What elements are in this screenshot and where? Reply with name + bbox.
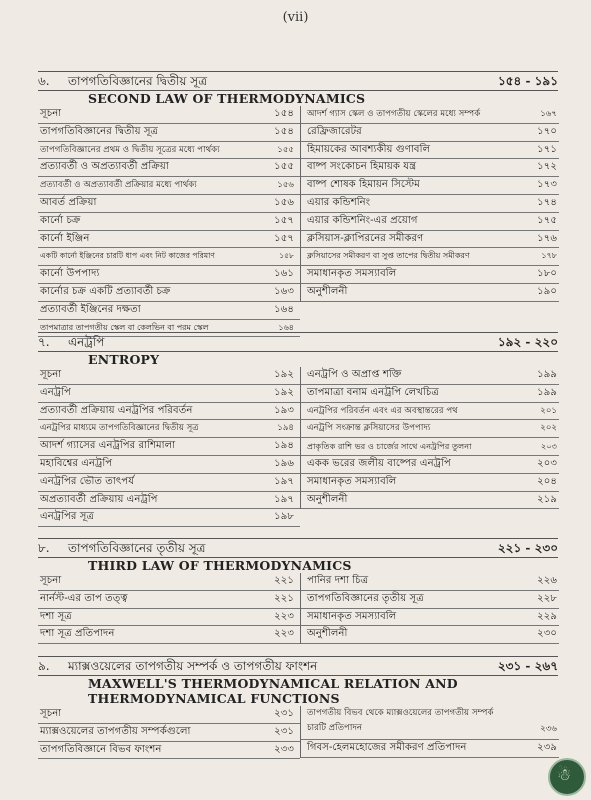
entry-page: ১৫৮: [279, 251, 294, 261]
entry-page: ১৬৩: [274, 285, 294, 297]
entry-title: সূচনা: [40, 369, 62, 380]
chapter-english-title: SECOND LAW OF THERMODYNAMICS: [88, 91, 366, 106]
toc-entry: [38, 385, 300, 403]
chapter-7: [38, 332, 558, 522]
entry-page: ১৮০: [537, 268, 557, 280]
toc-entry: [38, 266, 300, 284]
entry-page: ২০১: [540, 405, 557, 416]
toc-entry: [301, 177, 559, 195]
entry-title: এনট্রপি: [40, 386, 71, 398]
chapter-page-range: ২২১ - ২৩০: [497, 541, 558, 555]
entry-page: ২২১: [274, 575, 294, 586]
toc-left-column: [38, 573, 300, 644]
chapter-english-title: THIRD LAW OF THERMODYNAMICS: [88, 558, 352, 573]
toc-entry: [301, 609, 559, 627]
toc-entry: [38, 367, 300, 385]
entry-title: এয়ার কন্ডিশনিং-এর প্রয়োগ: [307, 214, 418, 226]
toc-entry: [38, 492, 300, 510]
entry-title: ক্লসিয়াস-ক্লাপিরনের সমীকরণ: [307, 232, 424, 244]
entry-page: ২২৩: [274, 610, 294, 622]
entry-title: পানির দশা চিত্র: [307, 575, 369, 586]
entry-page: ২৩৬: [540, 724, 557, 734]
chapter-number: ৬.: [38, 74, 50, 88]
toc-entry: [301, 706, 559, 740]
toc-right-column: [300, 706, 559, 758]
entry-title: সমাধানকৃত সমস্যাবলি: [307, 475, 397, 487]
toc-entry: [38, 177, 300, 195]
entry-title: একক ভরের জলীয় বাষ্পের এনট্রপি: [307, 457, 451, 469]
entry-page: ১৯৬: [274, 457, 294, 469]
entry-page: ২০২: [540, 423, 557, 434]
entry-page: ২২৮: [537, 592, 557, 604]
entry-page: ১৯২: [274, 386, 294, 398]
entry-page: ২২৬: [537, 575, 557, 586]
entry-page: ১৭০: [537, 125, 557, 137]
chapter-page-range: ২৩১ - ২৬৭: [497, 659, 558, 673]
toc-entry: [301, 142, 559, 160]
entry-page: ১৯৪: [274, 440, 294, 452]
toc-right-column: [300, 367, 559, 509]
toc-entry: [38, 284, 300, 302]
toc-entry: [38, 106, 300, 124]
entry-page: ১৯০: [537, 285, 557, 297]
chapter-english-title: ENTROPY: [88, 352, 160, 367]
toc-entry: [301, 438, 559, 456]
entry-title: এয়ার কন্ডিশনিং: [307, 196, 371, 208]
entry-page: ১৫৭: [274, 214, 294, 226]
entry-page: ১৭২: [537, 161, 557, 173]
entry-page: ১৭৪: [537, 196, 557, 208]
entry-title: দশা সূত্র: [40, 610, 72, 622]
toc-entry: [301, 403, 559, 421]
toc-right-column: [300, 573, 559, 644]
toc-entry: [301, 367, 559, 385]
toc-left-column: [38, 706, 300, 759]
entry-page: ১৫৭: [274, 232, 294, 244]
toc-entry: [38, 420, 300, 438]
chapter-header: [38, 332, 558, 352]
entry-page: ২৩৯: [537, 742, 557, 753]
entry-page: ২৩১: [274, 725, 294, 737]
toc-left-column: [38, 367, 300, 527]
toc-entry: [38, 742, 300, 760]
chapter-9: [38, 656, 558, 776]
chapter-title: এনট্রপি: [68, 335, 105, 349]
chapter-english-title: MAXWELL'S THERMODYNAMICAL RELATION AND THERMODYNAMICAL FUNCTIONS: [88, 676, 458, 706]
entry-title: একটি কার্নো ইঞ্জিনের চারটি ধাপ এবং নিট কাজের পরিমাণ: [40, 251, 215, 261]
entry-page: ২২৩: [274, 628, 294, 640]
entry-page: ১৯৪: [277, 423, 294, 434]
entry-page: ২০৪: [537, 475, 557, 487]
toc-entry: [301, 474, 559, 492]
toc-entry: [301, 456, 559, 474]
entry-title: আদর্শ গ্যাসের এনট্রপির রাশিমালা: [40, 440, 176, 452]
entry-title: এনট্রপির পরিবর্তন এবং এর অবস্থান্তরের পথ: [307, 405, 458, 416]
chapter-header: [38, 538, 558, 558]
toc-entry: [301, 740, 559, 758]
entry-title: প্রত্যাবর্তী ও অপ্রত্যাবর্তী প্রক্রিয়া: [40, 161, 169, 173]
entry-title: গিবস-হেলমহোজের সমীকরণ প্রতিপাদন: [307, 742, 467, 753]
chapter-title: তাপগতিবিজ্ঞানের দ্বিতীয় সূত্র: [68, 74, 208, 88]
entry-page: ১৬১: [274, 268, 294, 280]
entry-page: ১৯৭: [274, 493, 294, 505]
entry-page: ১৭৮: [541, 251, 557, 261]
entry-title: প্রাকৃতিক রাশি ভর ও চার্জের সাথে এনট্রপির তুলনা: [307, 441, 472, 452]
page-number: (vii): [282, 10, 309, 25]
toc-entry: [38, 509, 300, 527]
entry-title: তাপগতিবিজ্ঞানের দ্বিতীয় সূত্র: [40, 125, 159, 137]
entry-title: সূচনা: [40, 575, 62, 586]
entry-title: রেফ্রিজারেটর: [307, 125, 362, 137]
entry-page: ১৭১: [537, 143, 557, 155]
entry-page: ২১৯: [537, 493, 557, 505]
toc-entry: [38, 438, 300, 456]
entry-title: অনুশীলনী: [307, 493, 348, 505]
entry-title: নার্নস্ট-এর তাপ তত্ত্ব: [40, 592, 128, 604]
entry-title: সূচনা: [40, 108, 62, 119]
entry-title: কার্নো চক্র: [40, 214, 81, 226]
entry-page: ১৭৫: [537, 214, 557, 226]
toc-entry: [301, 626, 559, 644]
entry-title: এনট্রপির সূত্র: [40, 511, 94, 523]
toc-entry: [301, 420, 559, 438]
toc-entry: [301, 385, 559, 403]
entry-page: ২০৩: [537, 457, 557, 469]
entry-title: তাপমাত্রা বনাম এনট্রপি লেখচিত্র: [307, 386, 439, 398]
entry-page: ১৯৭: [274, 475, 294, 487]
toc-entry: [301, 284, 559, 302]
entry-page: ১৬৭: [540, 109, 557, 119]
chapter-title: তাপগতিবিজ্ঞানের তৃতীয় সূত্র: [68, 541, 206, 555]
entry-title: কার্নোর চক্র একটি প্রত্যাবর্তী চক্র: [40, 285, 171, 297]
toc-entry: [38, 159, 300, 177]
entry-title: কার্নো উপপাদ্য: [40, 268, 100, 280]
entry-title: প্রত্যাবর্তী ও অপ্রত্যাবর্তী প্রক্রিয়ার মধ্যে পার্থক্য: [40, 180, 197, 191]
entry-page: ২২১: [274, 592, 294, 604]
entry-title: এনট্রপির মাধ্যমে তাপগতিবিজ্ঞানের দ্বিতীয় সূত্র: [40, 423, 199, 434]
publisher-logo: [548, 758, 586, 796]
entry-title: আবর্ত প্রক্রিয়া: [40, 196, 97, 208]
entry-title: বাষ্প শোষক হিমায়ন সিস্টেম: [307, 179, 420, 191]
entry-page: ১৫৪: [274, 125, 294, 137]
toc-left-column: [38, 106, 300, 337]
entry-title: সমাধানকৃত সমস্যাবলি: [307, 268, 397, 280]
entry-page: ১৫৬: [277, 180, 294, 191]
entry-title: এনট্রপি সংক্রান্ত ক্লসিয়াসের উপপাদ্য: [307, 423, 431, 434]
toc-entry: [38, 248, 300, 266]
chapter-6: [38, 71, 558, 330]
entry-title: অনুশীলনী: [307, 628, 348, 640]
toc-entry: [38, 142, 300, 160]
entry-page: ২৩০: [537, 628, 557, 640]
toc-entry: [38, 474, 300, 492]
entry-title: প্রত্যাবর্তী ইঞ্জিনের দক্ষতা: [40, 303, 141, 315]
toc-entry: [38, 213, 300, 231]
entry-page: ১৭৬: [537, 232, 557, 244]
entry-title: ক্লসিয়াসের সমীকরণ বা সুপ্ত তাপের দ্বিতীয় সমীকরণ: [307, 251, 470, 261]
chapter-number: ৮.: [38, 541, 50, 555]
chapter-header: [38, 71, 558, 91]
entry-page: ১৬৪: [278, 322, 294, 332]
entry-title: কার্নো ইঞ্জিন: [40, 232, 90, 244]
entry-page: ১৫৬: [274, 196, 294, 208]
entry-title: অনুশীলনী: [307, 285, 348, 297]
entry-title: এনট্রপি ও অপ্রাপ্ত শক্তি: [307, 369, 402, 380]
entry-title: প্রত্যাবর্তী প্রক্রিয়ায় এনট্রপির পরিবর্তন: [40, 404, 193, 416]
entry-page: ২২৯: [537, 610, 557, 622]
toc-entry: [301, 159, 559, 177]
chapter-title: ম্যাক্সওয়েলের তাপগতীয় সম্পর্ক ও তাপগতীয় ফাংশন: [68, 659, 318, 673]
toc-entry: [38, 456, 300, 474]
book-icon: ☃: [557, 765, 572, 784]
entry-title: তাপগতীয় বিভব থেকে ম্যাক্সওয়েলের তাপগতীয় সম্পর্ক চারটি প্রতিপাদন: [307, 708, 494, 733]
entry-title: তাপগতিবিজ্ঞানে বিভব ফাংশন: [40, 743, 162, 755]
chapter-header: [38, 656, 558, 676]
toc-entry: [38, 403, 300, 421]
entry-page: ২৩১: [274, 708, 294, 719]
entry-title: ম্যাক্সওয়েলের তাপগতীয় সম্পর্কগুলো: [40, 725, 191, 737]
entry-page: ১৯৩: [274, 404, 294, 416]
toc-entry: [301, 213, 559, 231]
entry-title: তাপমাত্রার তাপগতীয় স্কেল বা কেলভিন বা পরম স্কেল: [40, 322, 209, 332]
toc-entry: [301, 124, 559, 142]
entry-page: ২০৩: [541, 441, 557, 452]
toc-entry: [38, 591, 300, 609]
entry-title: সমাধানকৃত সমস্যাবলি: [307, 610, 397, 622]
chapter-page-range: ১৫৪ - ১৯১: [497, 74, 558, 88]
toc-entry: [38, 231, 300, 249]
chapter-page-range: ১৯২ - ২২০: [497, 335, 558, 349]
toc-entry: [301, 591, 559, 609]
toc-entry: [38, 626, 300, 644]
entry-page: ২৩৩: [274, 743, 294, 755]
toc-entry: [38, 609, 300, 627]
toc-entry: [301, 248, 559, 266]
entry-page: ১৯২: [274, 369, 294, 380]
chapter-number: ৯.: [38, 659, 50, 673]
toc-entry: [38, 195, 300, 213]
chapter-8: [38, 538, 558, 643]
entry-title: বাষ্প সংকোচন হিমায়ক যন্ত্র: [307, 161, 417, 173]
entry-page: ১৫৫: [277, 144, 294, 155]
entry-page: ১৯৯: [537, 386, 557, 398]
entry-title: তাপগতিবিজ্ঞানের প্রথম ও দ্বিতীয় সূত্রের মধ্যে পার্থক্য: [40, 144, 220, 155]
toc-entry: [301, 231, 559, 249]
toc-entry: [301, 573, 559, 591]
toc-entry: [38, 724, 300, 742]
toc-entry: [38, 302, 300, 320]
chapter-number: ৭.: [38, 335, 50, 349]
toc-entry: [38, 124, 300, 142]
entry-title: সূচনা: [40, 708, 62, 719]
entry-title: দশা সূত্র প্রতিপাদন: [40, 628, 115, 640]
toc-entry: [38, 706, 300, 724]
toc-right-column: [300, 106, 559, 302]
toc-entry: [301, 492, 559, 510]
entry-title: মহাবিশ্বের এনট্রপি: [40, 457, 113, 469]
entry-page: ১৬৪: [274, 303, 294, 315]
entry-page: ১৯৯: [537, 369, 557, 380]
entry-page: ১৫৫: [274, 161, 294, 173]
toc-entry: [38, 573, 300, 591]
entry-page: ১৫৪: [274, 108, 294, 119]
entry-title: তাপগতিবিজ্ঞানের তৃতীয় সূত্র: [307, 592, 424, 604]
entry-title: হিমায়কের আবশ্যকীয় গুণাবলি: [307, 143, 431, 155]
entry-page: ১৭৩: [537, 179, 557, 191]
entry-page: ১৯৮: [274, 511, 294, 523]
entry-title: আদর্শ গ্যাস স্কেল ও তাপগতীয় স্কেলের মধ্যে সম্পর্ক: [307, 109, 481, 119]
toc-entry: [301, 266, 559, 284]
entry-title: এনট্রপির ভৌত তাৎপর্য: [40, 475, 135, 487]
entry-title: অপ্রত্যাবর্তী প্রক্রিয়ায় এনট্রপি: [40, 493, 158, 505]
toc-entry: [301, 106, 559, 124]
toc-entry: [301, 195, 559, 213]
